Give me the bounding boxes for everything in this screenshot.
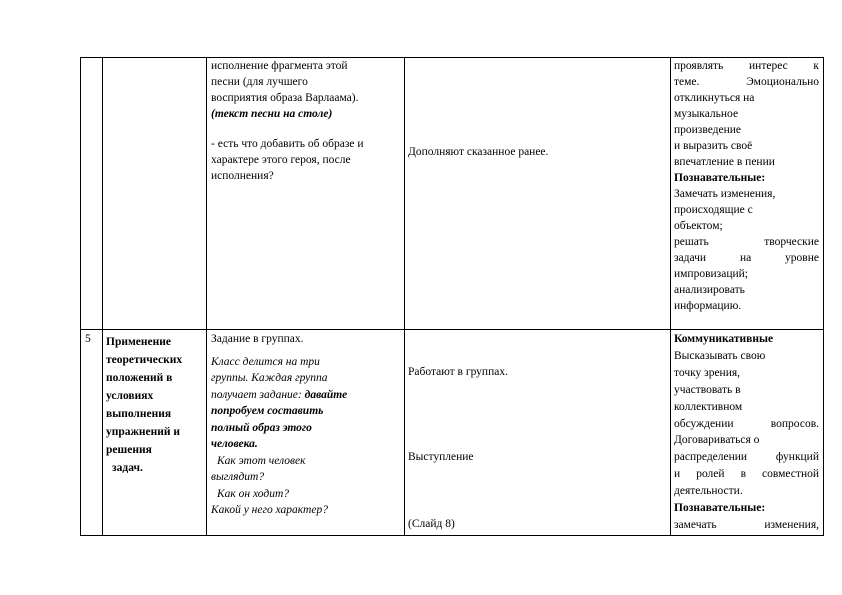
row-number: 5 — [85, 333, 91, 345]
question-line: Какой у него характер? — [211, 504, 328, 516]
teacher-question-line: характере этого героя, после — [211, 154, 351, 166]
row5-results-cell — [674, 331, 819, 534]
result-line: задачи на уровне — [674, 252, 819, 264]
students-activity: Дополняют сказанное ранее. — [408, 146, 549, 158]
song-text-note: (текст песни на столе) — [211, 108, 333, 120]
task-line: получает задание: — [211, 388, 302, 401]
top-results-cell — [674, 58, 819, 314]
row5-teacher-cell — [211, 331, 401, 519]
result-heading: Познавательные: — [674, 502, 766, 515]
result-line: информацию. — [674, 300, 742, 312]
stage-line: теоретических — [106, 354, 183, 366]
task-emphasis: человека. — [211, 438, 258, 450]
result-line: музыкальное — [674, 108, 739, 120]
result-line: анализировать — [674, 284, 745, 296]
stage-line: условиях — [106, 390, 154, 402]
result-line: проявлять интерес к — [674, 60, 819, 72]
teacher-question-line: исполнения? — [211, 170, 274, 182]
stage-line: упражнений и — [106, 426, 180, 438]
question-line: выглядит? — [211, 471, 265, 483]
result-line: обсуждении вопросов. — [674, 417, 819, 430]
result-line: замечать изменения, — [674, 518, 819, 531]
result-line: решать творческие — [674, 236, 819, 248]
teacher-question-line: - есть что добавить об образе и — [211, 138, 364, 150]
stage-cell — [106, 333, 204, 477]
slide-reference: (Слайд 8) — [408, 518, 455, 530]
result-line: происходящие с — [674, 204, 753, 216]
row5-students-perform — [408, 449, 666, 465]
stage-line: положений в — [106, 372, 173, 384]
task-emphasis: попробуем составить — [211, 405, 324, 417]
top-students-cell — [408, 144, 666, 160]
stage-line: выполнения — [106, 408, 172, 420]
stage-line: Применение — [106, 336, 171, 348]
result-line: точку зрения, — [674, 366, 741, 379]
top-teacher-cell — [211, 58, 401, 184]
result-line: импровизаций; — [674, 268, 748, 280]
result-line: теме. Эмоционально — [674, 76, 819, 88]
result-line: деятельности. — [674, 485, 743, 498]
question-line: Как этот человек — [217, 454, 306, 467]
row5-students-work — [408, 364, 666, 380]
result-line: распределении функций — [674, 451, 819, 464]
task-line: группы. Каждая группа — [211, 372, 328, 384]
result-line: Договариваться о — [674, 434, 760, 447]
question-line: Как он ходит? — [217, 487, 290, 500]
result-line: откликнуться на — [674, 92, 755, 104]
stage-line: задач. — [112, 462, 143, 474]
result-line: Замечать изменения, — [674, 188, 776, 200]
result-heading: Познавательные: — [674, 172, 766, 184]
task-line: Класс делится на три — [211, 355, 320, 368]
teacher-line: песни (для лучшего — [211, 76, 308, 88]
result-line: объектом; — [674, 220, 723, 232]
stage-line: решения — [106, 444, 152, 456]
result-line: участвовать в — [674, 383, 741, 396]
result-line: коллективном — [674, 400, 743, 413]
task-intro: Задание в группах. — [211, 333, 304, 345]
teacher-line: исполнение фрагмента этой — [211, 60, 348, 72]
task-emphasis: полный образ этого — [211, 421, 312, 434]
students-activity: Работают в группах. — [408, 366, 508, 378]
result-line: Высказывать свою — [674, 349, 766, 362]
result-heading: Коммуникативные — [674, 333, 774, 345]
result-line: и ролей в совместной — [674, 468, 819, 481]
task-emphasis: давайте — [304, 388, 348, 401]
result-line: произведение — [674, 124, 742, 136]
row5-slide — [408, 516, 666, 532]
students-activity: Выступление — [408, 451, 474, 463]
teacher-line: восприятия образа Варлаама). — [211, 92, 359, 104]
result-line: впечатление в пении — [674, 156, 775, 168]
result-line: и выразить своё — [674, 140, 753, 152]
row-number-cell — [85, 331, 101, 347]
